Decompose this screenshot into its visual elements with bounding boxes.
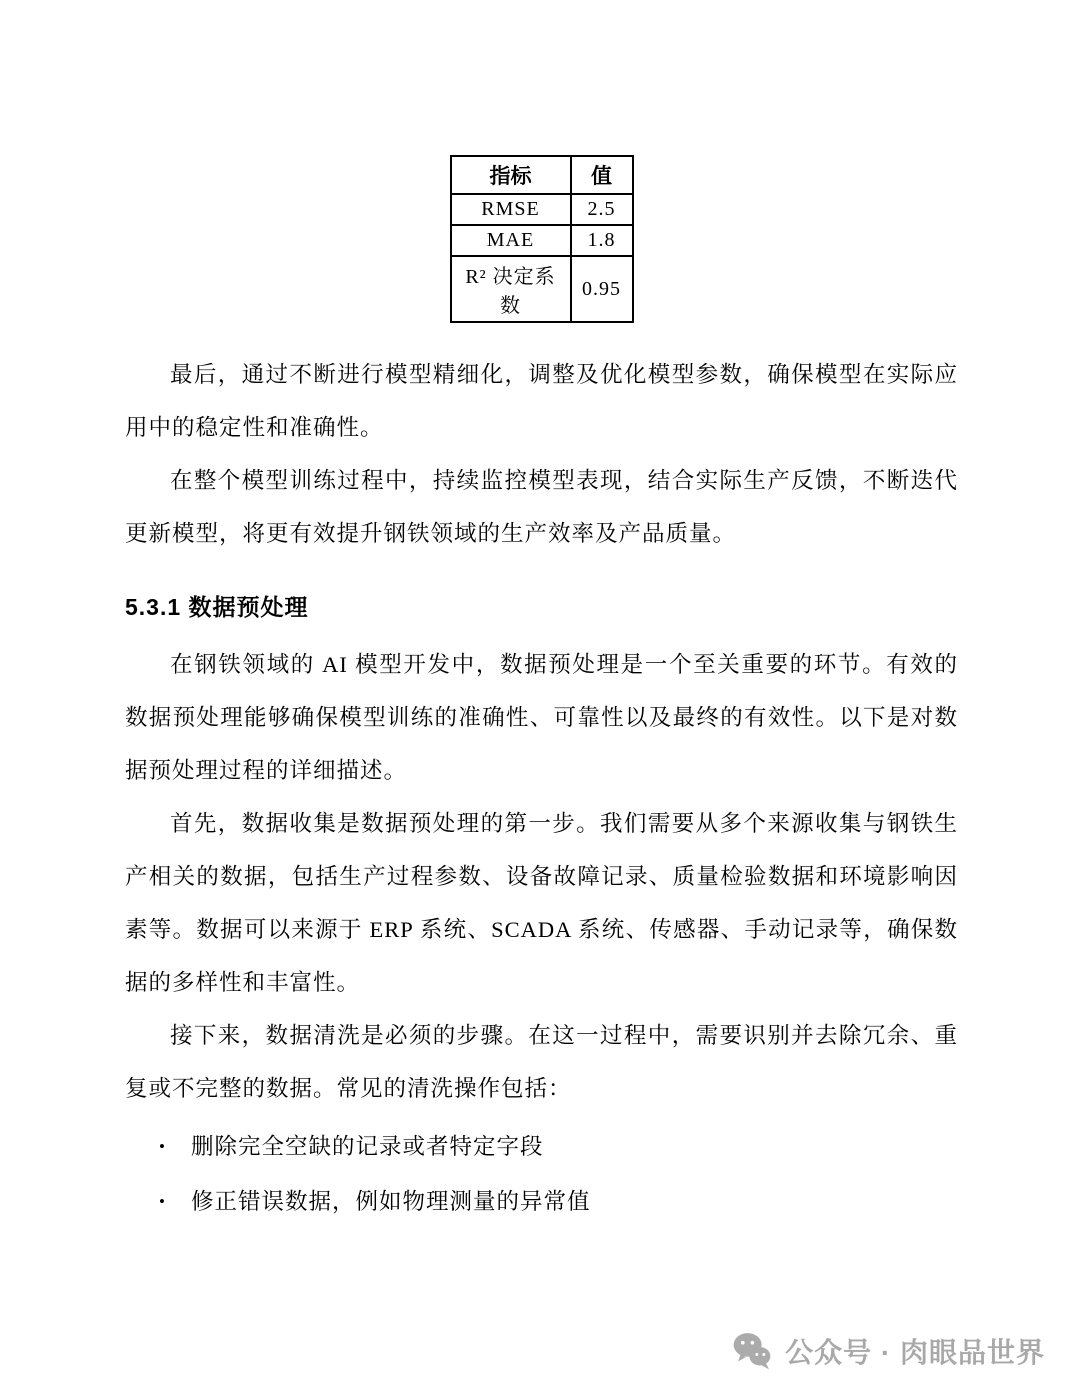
wechat-icon (731, 1330, 773, 1372)
metrics-table (450, 155, 634, 323)
list-item (159, 1119, 958, 1174)
metric-value: 1.8 (571, 225, 633, 256)
metric-value: 0.95 (571, 256, 633, 322)
table-header-value: 值 (571, 156, 633, 194)
table-header-metric: 指标 (451, 156, 571, 194)
list-item-text: 修正错误数据，例如物理测量的异常值 (191, 1189, 591, 1214)
table-header-row (451, 156, 633, 194)
metric-name: RMSE (451, 194, 571, 225)
bullet-icon: • (159, 1137, 166, 1156)
paragraph-conclusion-2: 在整个模型训练过程中，持续监控模型表现，结合实际生产反馈，不断迭代更新模型，将更有效提升钢铁领域的生产效率及产品质量。 (125, 468, 958, 546)
paragraph-conclusion-1: 最后，通过不断进行模型精细化，调整及优化模型参数，确保模型在实际应用中的稳定性和准确性。 (125, 362, 958, 440)
metric-value: 2.5 (571, 194, 633, 225)
list-item (159, 1174, 958, 1229)
section-heading: 5.3.1 数据预处理 (125, 594, 309, 620)
metric-name: MAE (451, 225, 571, 256)
table-row (451, 225, 633, 256)
metric-name: R² 决定系数 (451, 256, 571, 322)
paragraph-cleaning: 接下来，数据清洗是必须的步骤。在这一过程中，需要识别并去除冗余、重复或不完整的数据。常见的清洗操作包括： (125, 1023, 958, 1101)
watermark (731, 1330, 1045, 1372)
watermark-text: 公众号 · 肉眼品世界 (785, 1337, 1045, 1368)
paragraph-collection: 首先，数据收集是数据预处理的第一步。我们需要从多个来源收集与钢铁生产相关的数据，包括生产过程参数、设备故障记录、质量检验数据和环境影响因素等。数据可以来源于 ERP 系统、SCADA 系统、传感器、手动记录等，确保数据的多样性和丰富性。 (125, 811, 958, 995)
table-row (451, 194, 633, 225)
paragraph-intro: 在钢铁领域的 AI 模型开发中，数据预处理是一个至关重要的环节。有效的数据预处理能够确保模型训练的准确性、可靠性以及最终的有效性。以下是对数据预处理过程的详细描述。 (125, 652, 958, 783)
cleaning-operations-list (125, 1119, 958, 1229)
bullet-icon: • (159, 1192, 166, 1211)
table-row (451, 256, 633, 322)
document-content (125, 155, 958, 1229)
list-item-text: 删除完全空缺的记录或者特定字段 (191, 1134, 544, 1159)
